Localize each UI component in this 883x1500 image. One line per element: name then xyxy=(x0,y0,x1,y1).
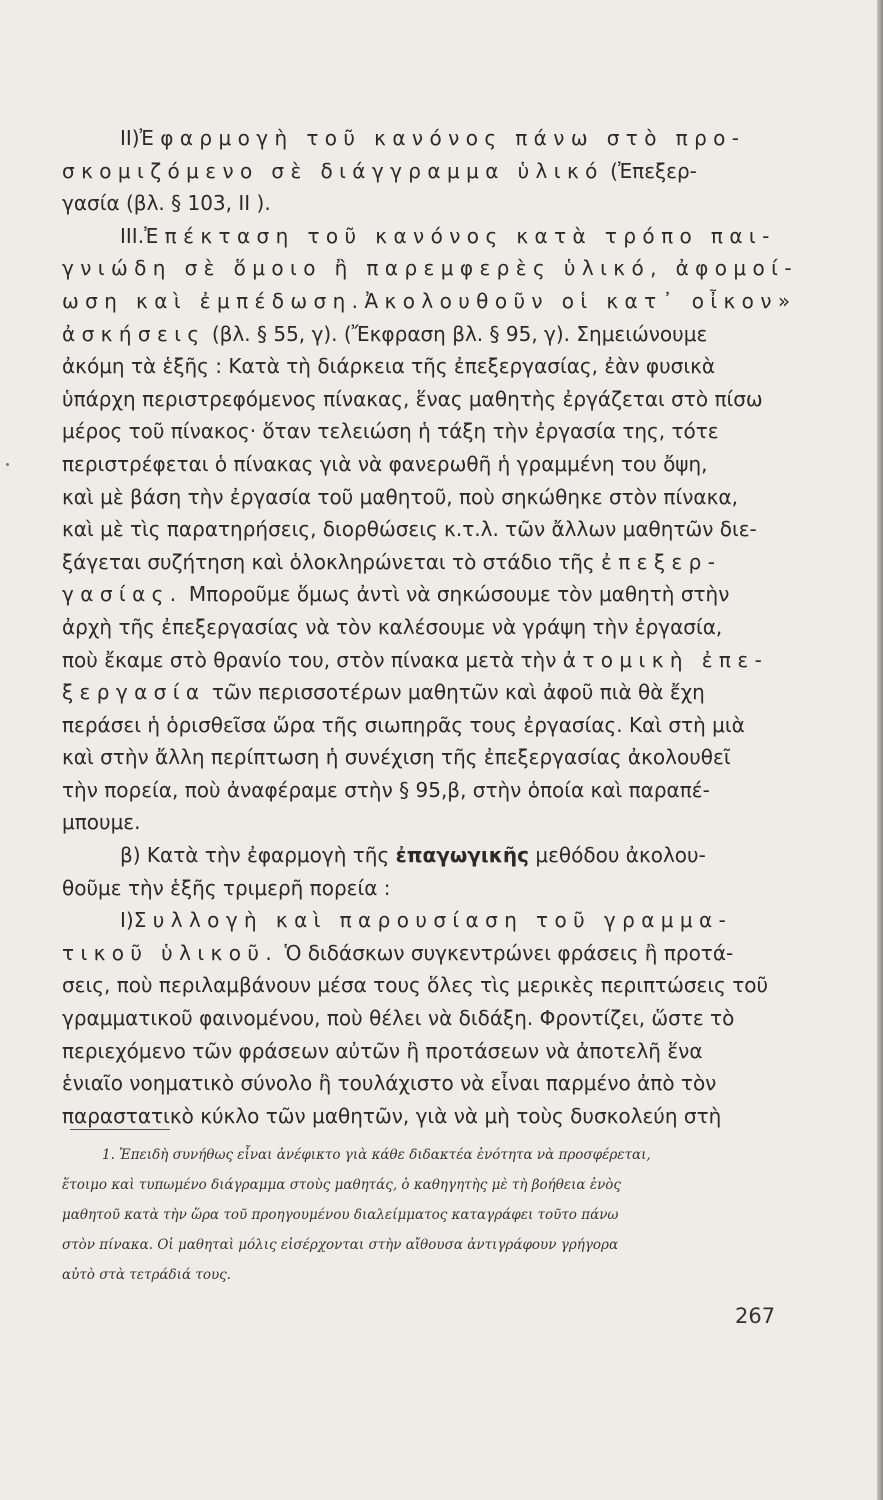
text-run: περάσει ἡ ὁρισθεῖσα ὥρα τῆς σιωπηρᾶς τους ἐργασίας. Καὶ στὴ μιὰ xyxy=(62,712,745,737)
text-run: μεθόδου ἀκολου- xyxy=(529,843,706,868)
text-run: Μποροῦμε ὅμως ἀντὶ νὰ σηκώσουμε τὸν μαθητὴ στὴν xyxy=(182,582,730,607)
spaced-text: γασίας. xyxy=(62,582,183,607)
text-line xyxy=(62,1100,782,1133)
text-run: ξάγεται συζήτηση καὶ ὁλοκληρώνεται τὸ στάδιο τῆς xyxy=(62,549,601,574)
spaced-text: ἀσκήσεις xyxy=(62,321,206,346)
spaced-text: γνιώδη σὲ ὅμοιο ἢ παρεμφερὲς ὑλικό, ἀφομοί- xyxy=(62,256,798,281)
text-run: καὶ στὴν ἄλλη περίπτωση ἡ συνέχιση τῆς ἐπεξεργασίας ἀκολουθεῖ xyxy=(62,745,731,770)
text-line xyxy=(62,937,782,970)
bold-text: ἐπαγωγικῆς xyxy=(395,843,529,868)
text-line xyxy=(62,252,798,285)
body-text xyxy=(62,122,798,1132)
page-number: 267 xyxy=(735,1304,776,1328)
spaced-text: ωση καὶ ἐμπέδωση. xyxy=(62,288,365,313)
text-run: γραμματικοῦ φαινομένου, ποὺ θέλει νὰ διδάξη. Φροντίζει, ὥστε τὸ xyxy=(62,1006,735,1031)
text-line xyxy=(62,774,782,807)
text-line xyxy=(62,546,782,579)
text-run: ἀκόμη τὰ ἑξῆς : Κατὰ τὴ διάρκεια τῆς ἐπεξεργασίας, ἐὰν φυσικὰ xyxy=(62,354,716,379)
text-line xyxy=(62,578,782,611)
text-run: καὶ μὲ τὶς παρατηρήσεις, διορθώσεις κ.τ.λ. τῶν ἄλλων μαθητῶν διε- xyxy=(62,517,757,542)
text-run: μέρος τοῦ πίνακος· ὅταν τελειώση ἡ τάξη τὴν ἐργασία της, τότε xyxy=(62,419,719,444)
text-run: περιεχόμενο τῶν φράσεων αὐτῶν ἢ προτάσεων νὰ ἀποτελῆ ἕνα xyxy=(62,1038,703,1063)
text-run: περιστρέφεται ὁ πίνακας γιὰ νὰ φανερωθῆ ἡ γραμμένη του ὄψη, xyxy=(62,451,708,476)
text-run: Ὁ διδάσκων συγκεντρώνει φράσεις ἢ προτά- xyxy=(278,940,734,965)
text-run: ἀρχὴ τῆς ἐπεξεργασίας νὰ τὸν καλέσουμε νὰ γράψη τὴν ἐργασία, xyxy=(62,614,723,639)
text-line xyxy=(62,415,782,448)
footnote-line: 1. Ἐπειδὴ συνήθως εἶναι ἀνέφικτο γιὰ κάθε διδακτέα ἑνότητα νὰ προσφέρεται, xyxy=(102,1147,651,1163)
text-run: γασία (βλ. § 103, ΙΙ ). xyxy=(62,191,271,216)
text-run: ἑνιαῖο νοηματικὸ σύνολο ἢ τουλάχιστο νὰ εἶναι παρμένο ἀπὸ τὸν xyxy=(62,1071,717,1096)
spaced-text: ἐπεξερ- xyxy=(600,549,722,574)
footnote-line: στὸν πίνακα. Οἱ μαθηταὶ μόλις εἰσέρχονται στὴν αἴθουσα ἀντιγράφουν γρήγορα xyxy=(62,1237,619,1253)
text-line xyxy=(62,872,782,905)
text-line xyxy=(62,904,782,937)
text-run: τὴν πορεία, ποὺ ἀναφέραμε στὴν § 95,β, στὴν ὁποία καὶ παραπέ- xyxy=(62,777,710,802)
text-run: ΙΙΙ. xyxy=(120,223,145,248)
spaced-text: σκομιζόμενο σὲ διάγγραμμα ὑλικό xyxy=(62,158,604,183)
text-line xyxy=(62,969,782,1002)
text-run: σεις, ποὺ περιλαμβάνουν μέσα τους ὅλες τὶς μερικὲς περιπτώσεις τοῦ xyxy=(62,973,769,998)
text-run: θοῦμε τὴν ἑξῆς τριμερῆ πορεία : xyxy=(62,875,391,900)
spaced-text: ἀτομικὴ ἐπε- xyxy=(562,647,769,672)
spaced-text: ξεργασία xyxy=(62,680,206,705)
spaced-text: Ἐπέκταση τοῦ κανόνος κατὰ τρόπο παι- xyxy=(144,223,776,248)
text-line xyxy=(62,318,782,351)
text-line xyxy=(62,1035,782,1068)
spaced-text: Ἐφαρμογὴ τοῦ κανόνος πάνω στὸ προ- xyxy=(139,126,746,150)
text-line xyxy=(62,839,782,872)
text-run: παραστατικὸ κύκλο τῶν μαθητῶν, γιὰ νὰ μὴ τοὺς δυσκολεύη στὴ xyxy=(62,1103,722,1128)
text-line xyxy=(62,644,782,677)
text-run: (Ἐπεξερ- xyxy=(603,158,697,183)
text-run: ὑπάρχη περιστρεφόμενος πίνακας, ἕνας μαθητὴς ἐργάζεται στὸ πίσω xyxy=(62,386,763,411)
text-run: ΙΙ) xyxy=(120,126,140,150)
text-run: ποὺ ἔκαμε στὸ θρανίο του, στὸν πίνακα μετὰ τὴν xyxy=(62,647,563,672)
text-line xyxy=(62,611,782,644)
text-run: (βλ. § 55, γ). (Ἔκφραση βλ. § 95, γ). Σημειώνουμε xyxy=(205,321,708,346)
text-line xyxy=(62,513,782,546)
page-edge-shadow xyxy=(877,0,883,1500)
text-line xyxy=(62,285,797,318)
text-run: Ι) xyxy=(120,908,134,933)
text-line xyxy=(62,122,782,155)
text-line xyxy=(62,187,782,220)
text-run: τῶν περισσοτέρων μαθητῶν καὶ ἀφοῦ πιὰ θὰ ἔχη xyxy=(205,680,705,705)
text-run: καὶ μὲ βάση τὴν ἐργασία τοῦ μαθητοῦ, ποὺ σηκώθηκε στὸν πίνακα, xyxy=(62,484,738,509)
text-line xyxy=(62,481,782,514)
text-run: β) Κατὰ τὴν ἐφαρμογὴ τῆς xyxy=(120,843,396,868)
footnote-line: ἕτοιμο καὶ τυπωμένο διάγραμμα στοὺς μαθητάς, ὁ καθηγητὴς μὲ τὴ βοήθεια ἑνὸς xyxy=(62,1177,621,1193)
text-line xyxy=(62,676,782,709)
text-line xyxy=(62,220,782,253)
text-line xyxy=(62,350,782,383)
text-line xyxy=(62,806,782,839)
text-line xyxy=(62,741,782,774)
footnote-rule xyxy=(70,1129,170,1130)
text-line xyxy=(62,155,782,188)
footnotes xyxy=(62,1140,782,1290)
spaced-text: Συλλογὴ καὶ παρουσίαση τοῦ γραμμα- xyxy=(133,908,733,933)
text-line xyxy=(62,1002,782,1035)
footnote-line: μαθητοῦ κατὰ τὴν ὥρα τοῦ προηγουμένου διαλείμματος καταγράφει τοῦτο πάνω xyxy=(62,1207,619,1223)
text-line xyxy=(62,383,782,416)
text-line xyxy=(62,709,782,742)
text-run: μπουμε. xyxy=(62,810,141,835)
spaced-text: Ἀκολουθοῦν οἱ κατ᾿ οἶκον» xyxy=(364,288,797,313)
text-line xyxy=(62,1067,782,1100)
margin-speck xyxy=(6,463,9,466)
footnote-line: αὐτὸ στὰ τετράδιά τους. xyxy=(62,1267,232,1283)
spaced-text: τικοῦ ὑλικοῦ. xyxy=(62,940,279,965)
text-line xyxy=(62,448,782,481)
